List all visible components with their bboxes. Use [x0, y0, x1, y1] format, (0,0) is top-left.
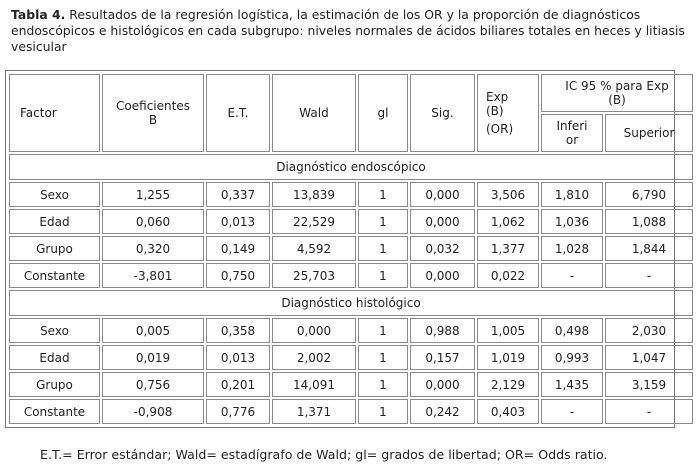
cell-b: 0,060 [102, 209, 204, 234]
cell-wald: 14,091 [272, 372, 356, 397]
cell-sig: 0,000 [410, 263, 475, 288]
cell-wald: 25,703 [272, 263, 356, 288]
section-header-row [9, 154, 693, 180]
header-sig: Sig. [410, 74, 475, 152]
cell-et: 0,013 [206, 209, 270, 234]
cell-sig: 0,000 [410, 372, 475, 397]
cell-inf: - [541, 399, 603, 424]
cell-exp: 2,129 [477, 372, 539, 397]
cell-inf: 1,810 [541, 182, 603, 207]
cell-b: 0,005 [102, 318, 204, 343]
cell-inf: 1,036 [541, 209, 603, 234]
cell-factor: Constante [9, 263, 100, 288]
cell-gl: 1 [358, 372, 408, 397]
table-caption [11, 7, 691, 55]
cell-sig: 0,157 [410, 345, 475, 370]
table-row [9, 263, 693, 288]
header-exp-b: Exp (B) (OR) [477, 74, 539, 152]
cell-factor: Grupo [9, 372, 100, 397]
header-row [9, 74, 693, 112]
cell-et: 0,013 [206, 345, 270, 370]
table-row [9, 399, 693, 424]
cell-exp: 0,403 [477, 399, 539, 424]
header-superior: Superior [605, 114, 693, 152]
cell-factor: Edad [9, 345, 100, 370]
cell-b: 1,255 [102, 182, 204, 207]
header-et: E.T. [206, 74, 270, 152]
cell-inf: 1,435 [541, 372, 603, 397]
cell-factor: Constante [9, 399, 100, 424]
header-inferior: Inferi or [541, 114, 603, 152]
cell-factor: Sexo [9, 318, 100, 343]
table-row [9, 209, 693, 234]
table-row [9, 182, 693, 207]
cell-et: 0,201 [206, 372, 270, 397]
cell-wald: 1,371 [272, 399, 356, 424]
cell-factor: Grupo [9, 236, 100, 261]
header-gl: gl [358, 74, 408, 152]
cell-exp: 1,019 [477, 345, 539, 370]
cell-b: 0,320 [102, 236, 204, 261]
header-coeficientes: Coeficientes B [102, 74, 204, 152]
cell-exp: 1,062 [477, 209, 539, 234]
table-footnote: E.T.= Error estándar; Wald= estadígrafo de Wald; gl= grados de libertad; OR= Odds ratio. [40, 447, 608, 462]
cell-sup: 3,159 [605, 372, 693, 397]
cell-exp: 0,022 [477, 263, 539, 288]
cell-sup: - [605, 399, 693, 424]
cell-gl: 1 [358, 399, 408, 424]
cell-gl: 1 [358, 345, 408, 370]
table-row [9, 236, 693, 261]
cell-exp: 1,377 [477, 236, 539, 261]
cell-wald: 4,592 [272, 236, 356, 261]
cell-b: 0,756 [102, 372, 204, 397]
cell-et: 0,776 [206, 399, 270, 424]
caption-text: Resultados de la regresión logística, la estimación de los OR y la proporción de diagnósticos endoscópicos e histológicos en cada subgrupo: niveles normales de ácidos biliares totales en heces y litiasis vesicular [11, 7, 685, 54]
table-row [9, 345, 693, 370]
cell-factor: Sexo [9, 182, 100, 207]
cell-exp: 1,005 [477, 318, 539, 343]
cell-wald: 22,529 [272, 209, 356, 234]
cell-factor: Edad [9, 209, 100, 234]
header-factor: Factor [9, 74, 100, 152]
cell-sup: 1,047 [605, 345, 693, 370]
cell-et: 0,337 [206, 182, 270, 207]
cell-wald: 2,002 [272, 345, 356, 370]
section-title: Diagnóstico endoscópico [9, 154, 693, 180]
cell-gl: 1 [358, 236, 408, 261]
cell-inf: 0,498 [541, 318, 603, 343]
cell-sup: 2,030 [605, 318, 693, 343]
cell-b: -0,908 [102, 399, 204, 424]
cell-gl: 1 [358, 209, 408, 234]
cell-sig: 0,000 [410, 209, 475, 234]
table-row [9, 372, 693, 397]
cell-wald: 0,000 [272, 318, 356, 343]
cell-sup: 1,844 [605, 236, 693, 261]
cell-sup: - [605, 263, 693, 288]
cell-et: 0,358 [206, 318, 270, 343]
cell-b: 0,019 [102, 345, 204, 370]
cell-inf: 0,993 [541, 345, 603, 370]
cell-et: 0,149 [206, 236, 270, 261]
caption-label: Tabla 4. [11, 7, 66, 22]
cell-gl: 1 [358, 318, 408, 343]
cell-et: 0,750 [206, 263, 270, 288]
section-title: Diagnóstico histológico [9, 290, 693, 316]
cell-exp: 3,506 [477, 182, 539, 207]
cell-gl: 1 [358, 182, 408, 207]
cell-gl: 1 [358, 263, 408, 288]
header-ic95: IC 95 % para Exp (B) [541, 74, 693, 112]
cell-b: -3,801 [102, 263, 204, 288]
cell-sig: 0,000 [410, 182, 475, 207]
table-row [9, 318, 693, 343]
cell-sup: 1,088 [605, 209, 693, 234]
cell-sup: 6,790 [605, 182, 693, 207]
regression-table [7, 72, 695, 426]
header-wald: Wald [272, 74, 356, 152]
cell-wald: 13,839 [272, 182, 356, 207]
cell-sig: 0,242 [410, 399, 475, 424]
cell-inf: - [541, 263, 603, 288]
cell-inf: 1,028 [541, 236, 603, 261]
section-header-row [9, 290, 693, 316]
cell-sig: 0,032 [410, 236, 475, 261]
cell-sig: 0,988 [410, 318, 475, 343]
